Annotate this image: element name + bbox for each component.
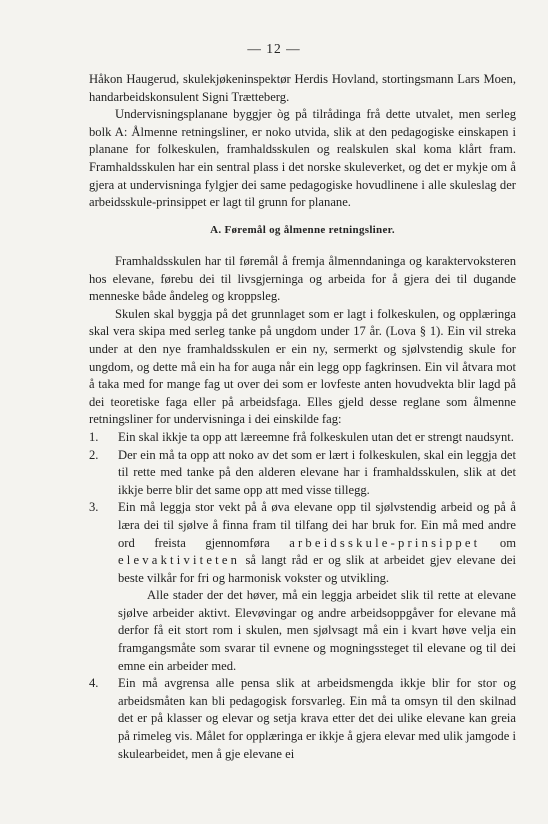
intro-paragraph: Undervisningsplanane byggjer òg på tilrådinga frå dette utvalet, men serleg bolk A: Ålmenne retningsliner, er noko utvida, slik at den pedagogiske einskapen i planane for folkeskulen, framhaldsskulen og realskulen skal koma klårt fram. Framhaldsskulen har ein sentral plass i det norske skuleverket, og det er mykje om å gjera at undervisninga fylgjer dei same pedagogiske hovudlinene i alle skuleslag der arbeidsskule-prinsippet er lagt til grunn for planane. <box>89 107 516 210</box>
list-item-text: Ein må avgrensa alle pensa slik at arbeidsmengda ikkje blir for stor og arbeidsmåten kan bli pedagogisk forsvarleg. Ein må ta omsyn til den skilnad det er på klasser og elevar og setja krava etter det dei ulike elevane kan greia på rimeleg vis. Målet for opplæringa er ikkje å gjera elevar med ulik jamgode i skulearbeidet, men å gje elevane ei <box>118 676 516 761</box>
foundation-paragraph: Skulen skal byggja på det grunnlaget som er lagt i folkeskulen, og opplæringa skal vera skipa med serleg tanke på ungdom under 17 år. (Lova § 1). Ein vil streka under at den nye framhaldsskulen er ein ny, sermerkt og sjølvstendig skule for ungdom, og dette må ein ha for auga når ein legg opp fagkrinsen. Ein vil åtvara mot å taka med for mange fag ut over dei som er lovfeste anten hovudvekta blir lagd på dei teoretiske faga eller på arbeidsfaga. Elles gjeld desse reglane som ålmenne retningsliner for undervisninga i dei einskilde fag: <box>89 306 516 427</box>
list-item-continuation: Alle stader der det høver, må ein leggja arbeidet slik til rette at elevane sjølve arbeider aktivt. Elevøvingar og andre arbeidsoppgåver for elevane må derfor få eit stort rom i skulen, men sjølvsagt må ein i kvart høve velja ein framgangsmåte som svarar til evnene og mogningssteget til elevane og til dei emne ein arbeider med. <box>118 588 516 673</box>
list-item-number: 4. <box>89 676 99 691</box>
emphasis-text: arbeidsskule-prinsippet <box>289 535 481 550</box>
list-item-number: 3. <box>89 500 99 515</box>
list-item-text: Der ein må ta opp att noko av det som er lært i folkeskulen, skal ein leggja det til rette med tanke på den alderen elevane har i framhaldsskulen, slik at det ikkje berre blir det same opp att med visse tillegg. <box>118 447 516 497</box>
purpose-paragraph: Framhaldsskulen har til føremål å fremja ålmenndaninga og karaktervoksteren hos elevane, førebu dei til livsgjerninga og arbeida for å gjera dei til dugande menneske både åndeleg og kroppsleg. <box>89 254 516 304</box>
list-item-text: så langt råd er og slik at arbeidet gjev elevane dei beste vilkår for fri og harmonisk vokster og utvikling. <box>118 553 516 585</box>
list-item <box>89 675 516 763</box>
section-heading: A. Føremål og ålmenne retningsliner. <box>210 224 395 236</box>
guidelines-list <box>89 429 516 763</box>
section-body <box>89 253 516 763</box>
emphasis-text: elevaktiviteten <box>118 553 241 568</box>
committee-members: Håkon Haugerud, skulekjøkeninspektør Herdis Hovland, stortingsmann Lars Moen, handarbeidskonsulent Signi Trætteberg. <box>89 72 516 104</box>
page-number: — 12 — <box>247 41 301 56</box>
list-item-number: 1. <box>89 429 99 444</box>
list-item <box>89 499 516 675</box>
list-item <box>89 429 516 447</box>
list-item <box>89 447 516 500</box>
list-item-text: Ein må leggja stor vekt på å øva elevane opp til sjølvstendig arbeid og på å læra dei til sjølve å finna fram til tilfang dei har bruk for. Ein må med andre ord freista gjennomføra <box>118 500 516 550</box>
list-item-number: 2. <box>89 447 99 462</box>
list-item-text: om <box>480 535 516 550</box>
list-item-text: Ein skal ikkje ta opp att læreemne frå folkeskulen utan det er strengt naudsynt. <box>118 429 514 444</box>
intro-block <box>89 71 516 212</box>
